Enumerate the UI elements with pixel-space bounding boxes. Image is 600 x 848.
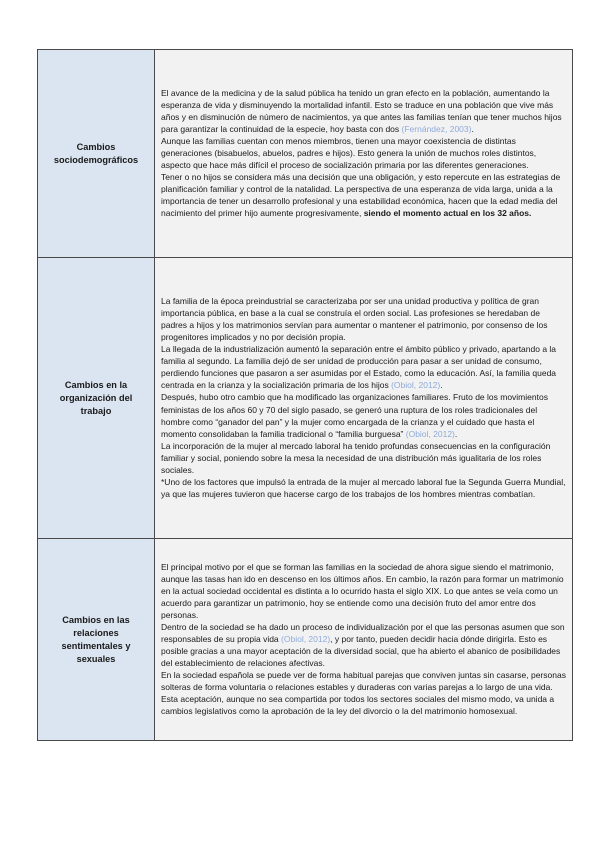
paragraph bbox=[161, 621, 568, 669]
paragraph bbox=[161, 135, 568, 171]
paragraph bbox=[161, 440, 568, 476]
paragraph bbox=[161, 343, 568, 391]
paragraph bbox=[161, 171, 568, 219]
citation: (Obiol, 2012) bbox=[391, 380, 441, 391]
paragraph-text: , y por tanto, pueden decidir hacia dónde dirigirla. Esto es posible gracias a una mayor aceptación de la diversidad social, que ha abierto el abanico de posibilidades del establecimiento de relaciones afectivas. bbox=[161, 633, 561, 669]
paragraph-text: Tener o no hijos se considera más una decisión que una obligación, y esto repercute en las estrategias de planificación familiar y control de la natalidad. La perspectiva de una esperanza de vida larga, unida a la importancia de tener un desarrollo profesional y una estabilidad económica, hacen que la edad media del nacimiento del primer hijo aumente progresivamente, siendo el momento actual en los 32 años. bbox=[161, 172, 561, 219]
paragraph-text: El principal motivo por el que se forman las familias en la sociedad de ahora sigue siendo el matrimonio, aunque las tasas han ido en descenso en los últimos años. En cambio, la razón para formar un matrimonio en la actual sociedad occidental es distinta a lo ocurrido hasta el siglo XIX. Lo que antes se veía como un acuerdo para garantizar un patrimonio, hoy se entiende como una decisión fruto del amor entre dos personas. bbox=[161, 561, 564, 620]
row-content-sociodemographic bbox=[155, 50, 573, 258]
paragraph-text: La llegada de la industrialización aumentó la separación entre el ámbito público y privado, apartando a la familia al segundo. La familia dejó de ser unidad de producción para pasar a ser unidad de consumo, perdiendo funciones que pasaron a ser asumidas por el Estado, como la educación. Así, la familia queda centrada en la crianza y la socialización primaria de los hijos bbox=[161, 344, 557, 391]
row-label-work-organization: Cambios en la organización del trabajo bbox=[38, 258, 155, 539]
paragraph bbox=[161, 476, 568, 500]
paragraph-text: La incorporación de la mujer al mercado laboral ha tenido profundas consecuencias en la configuración familiar y social, poniendo sobre la mesa la necesidad de una distribución más igualitaria de los roles sociales. bbox=[161, 440, 551, 475]
paragraph-text: Aunque las familias cuentan con menos miembros, tienen una mayor coexistencia de distintas generaciones (bisabuelos, abuelos, padres e hijos). Esto genera la unión de muchos roles distintos, aspecto que hace más difícil el proceso de socialización primaria por las diferentes generaciones. bbox=[161, 135, 537, 171]
row-label-sociodemographic: Cambios sociodemográficos bbox=[38, 50, 155, 258]
table-row bbox=[38, 258, 573, 539]
emphasized-text: siendo el momento actual en los 32 años. bbox=[363, 208, 532, 219]
row-label-relationships: Cambios en las relaciones sentimentales y sexuales bbox=[38, 539, 155, 741]
paragraph-text: Después, hubo otro cambio que ha modificado las organizaciones familiares. Fruto de los movimientos feministas de los años 60 y 70 del siglo pasado, se generó una ruptura de los roles tradicionales del hombre como “ganador del pan” y la mujer como encargada de la crianza y el cuidado que hasta el momento consolidaban la familia tradicional o “familia burguesa” bbox=[161, 392, 548, 439]
row-content-work-organization bbox=[155, 258, 573, 539]
table-row bbox=[38, 50, 573, 258]
paragraph bbox=[161, 295, 568, 343]
citation: (Obiol, 2012) bbox=[281, 633, 331, 644]
paragraph-text: El avance de la medicina y de la salud pública ha tenido un gran efecto en la población, aumentando la esperanza de vida y disminuyendo la mortalidad infantil. Esto se traduce en una población que vive más años y en disminución de número de nacimientos, ya que antes las familias tenían que tener muchos hijos para garantizar la continuidad de la especie, hoy basta con dos bbox=[161, 87, 562, 134]
paragraph-text: La familia de la época preindustrial se caracterizaba por ser una unidad productiva y política de gran importancia pública, en base a la cual se construía el orden social. Las profesiones se heredaban de padres a hijos y los matrimonios servían para aumentar o mantener el patrimonio, por consenso de los progenitores implicados y no por decisión propia. bbox=[161, 296, 548, 343]
row-content-relationships bbox=[155, 539, 573, 741]
citation: (Fernández, 2003) bbox=[401, 123, 472, 134]
paragraph-text: . bbox=[454, 428, 458, 439]
paragraph bbox=[161, 669, 568, 717]
paragraph bbox=[161, 391, 568, 439]
table-row bbox=[38, 539, 573, 741]
paragraph-text: Dentro de la sociedad se ha dado un proceso de individualización por el que las personas asumen que son responsables de su propia vida bbox=[161, 621, 565, 644]
changes-table bbox=[37, 49, 573, 741]
paragraph-text: . bbox=[440, 380, 443, 391]
paragraph bbox=[161, 87, 568, 135]
paragraph-text: . bbox=[471, 123, 474, 134]
paragraph-text: *Uno de los factores que impulsó la entrada de la mujer al mercado laboral fue la Segunda Guerra Mundial, ya que las mujeres tuvieron que hacerse cargo de los trabajos de los hombres mientras combatían. bbox=[161, 476, 566, 499]
paragraph bbox=[161, 561, 568, 621]
paragraph-text: En la sociedad española se puede ver de forma habitual parejas que conviven juntas sin casarse, personas solteras de forma voluntaria o relaciones estables y duraderas con varias parejas a lo largo de una vida. Esta aceptación, aunque no sea compartida por todos los sectores sociales del mismo modo, va unida a cambios legislativos como la aprobación de la ley del divorcio o la del matrimonio homosexual. bbox=[161, 670, 566, 717]
citation: (Obiol, 2012) bbox=[405, 428, 455, 439]
